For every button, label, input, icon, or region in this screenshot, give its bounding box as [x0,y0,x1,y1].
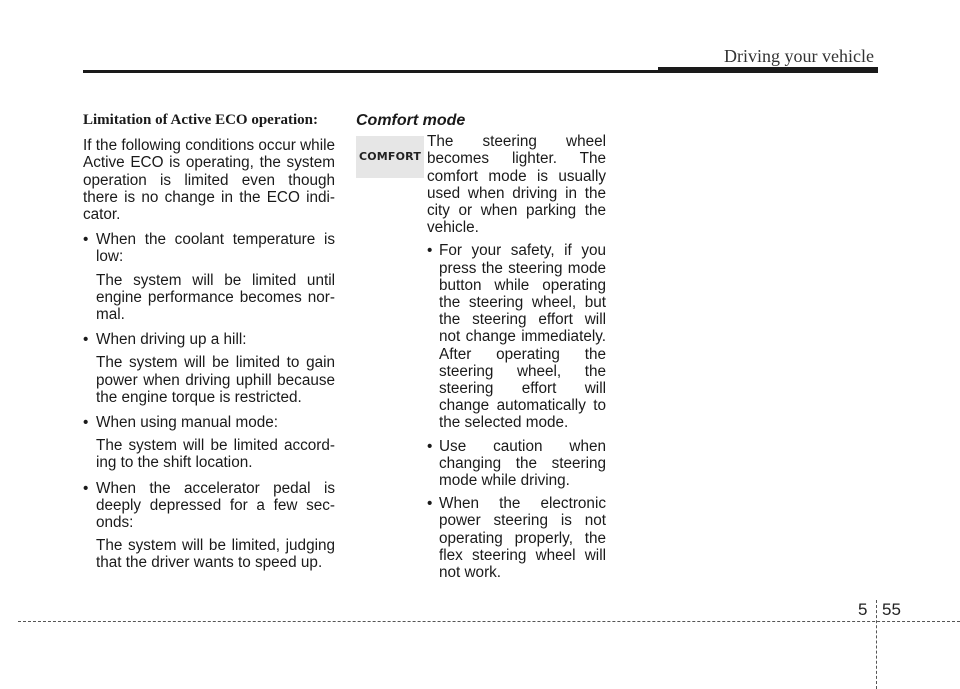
bullet-icon: • [83,231,89,249]
section-subhead: Limitation of Active ECO operation: [83,112,318,128]
bullet-icon: • [83,479,89,497]
header-title: Driving your vehicle [724,46,874,66]
page-number: 55 [882,600,901,619]
list-item: • When the electronic power steering is not operating properly, the flex steering wheel will not work. [427,495,606,582]
right-column [356,112,606,587]
footer-divider [876,600,877,689]
comfort-button-icon [356,136,424,178]
list-item [83,331,335,406]
bullet-icon: • [427,495,433,513]
list-item-detail: The system will be limited, judging that the driver wants to speed up. [96,537,335,572]
list-item: • For your safety, if you press the steering mode button while operating the steering wheel, but the steering effort will not change immediately. After operating the steering wheel, the steering effort will change automatically to the selected mode. [427,242,606,432]
list-item [83,231,335,323]
header-rule-accent [658,67,878,73]
comfort-mode-title: Comfort mode [356,112,466,129]
comfort-button-label: COMFORT [358,150,422,164]
list-item-label: When using manual mode: [96,414,278,432]
list-item-label: When driving up a hill: [96,331,247,349]
list-item-detail: The system will be limited to gain power when driving uphill because the engine torque is restricted. [96,354,335,406]
intro-paragraph: If the following conditions occur while Active ECO is operating, the system operation is limited even though there is no change in the ECO indi-cator. [83,137,335,224]
bullet-icon: • [427,437,433,455]
comfort-description [427,133,606,581]
bullet-icon: • [83,331,89,349]
comfort-intro: The steering wheel becomes lighter. The comfort mode is usually used when driving in the city or when parking the vehicle. [427,133,606,237]
list-item-detail: The system will be limited accord-ing to the shift location. [96,437,335,472]
list-item-detail: The system will be limited until engine performance becomes nor-mal. [96,271,335,324]
list-item: • Use caution when changing the steering mode while driving. [427,437,606,490]
list-item-label: When the accelerator pedal is deeply depressed for a few sec-onds: [96,479,335,532]
footer-rule [18,621,960,622]
list-item-label: When the coolant temperature is low: [96,231,335,266]
bullet-icon: • [83,414,89,432]
chapter-number: 5 [858,600,868,619]
left-column [83,112,335,580]
bullet-icon: • [427,242,433,260]
list-item [83,414,335,472]
list-item [83,480,335,572]
